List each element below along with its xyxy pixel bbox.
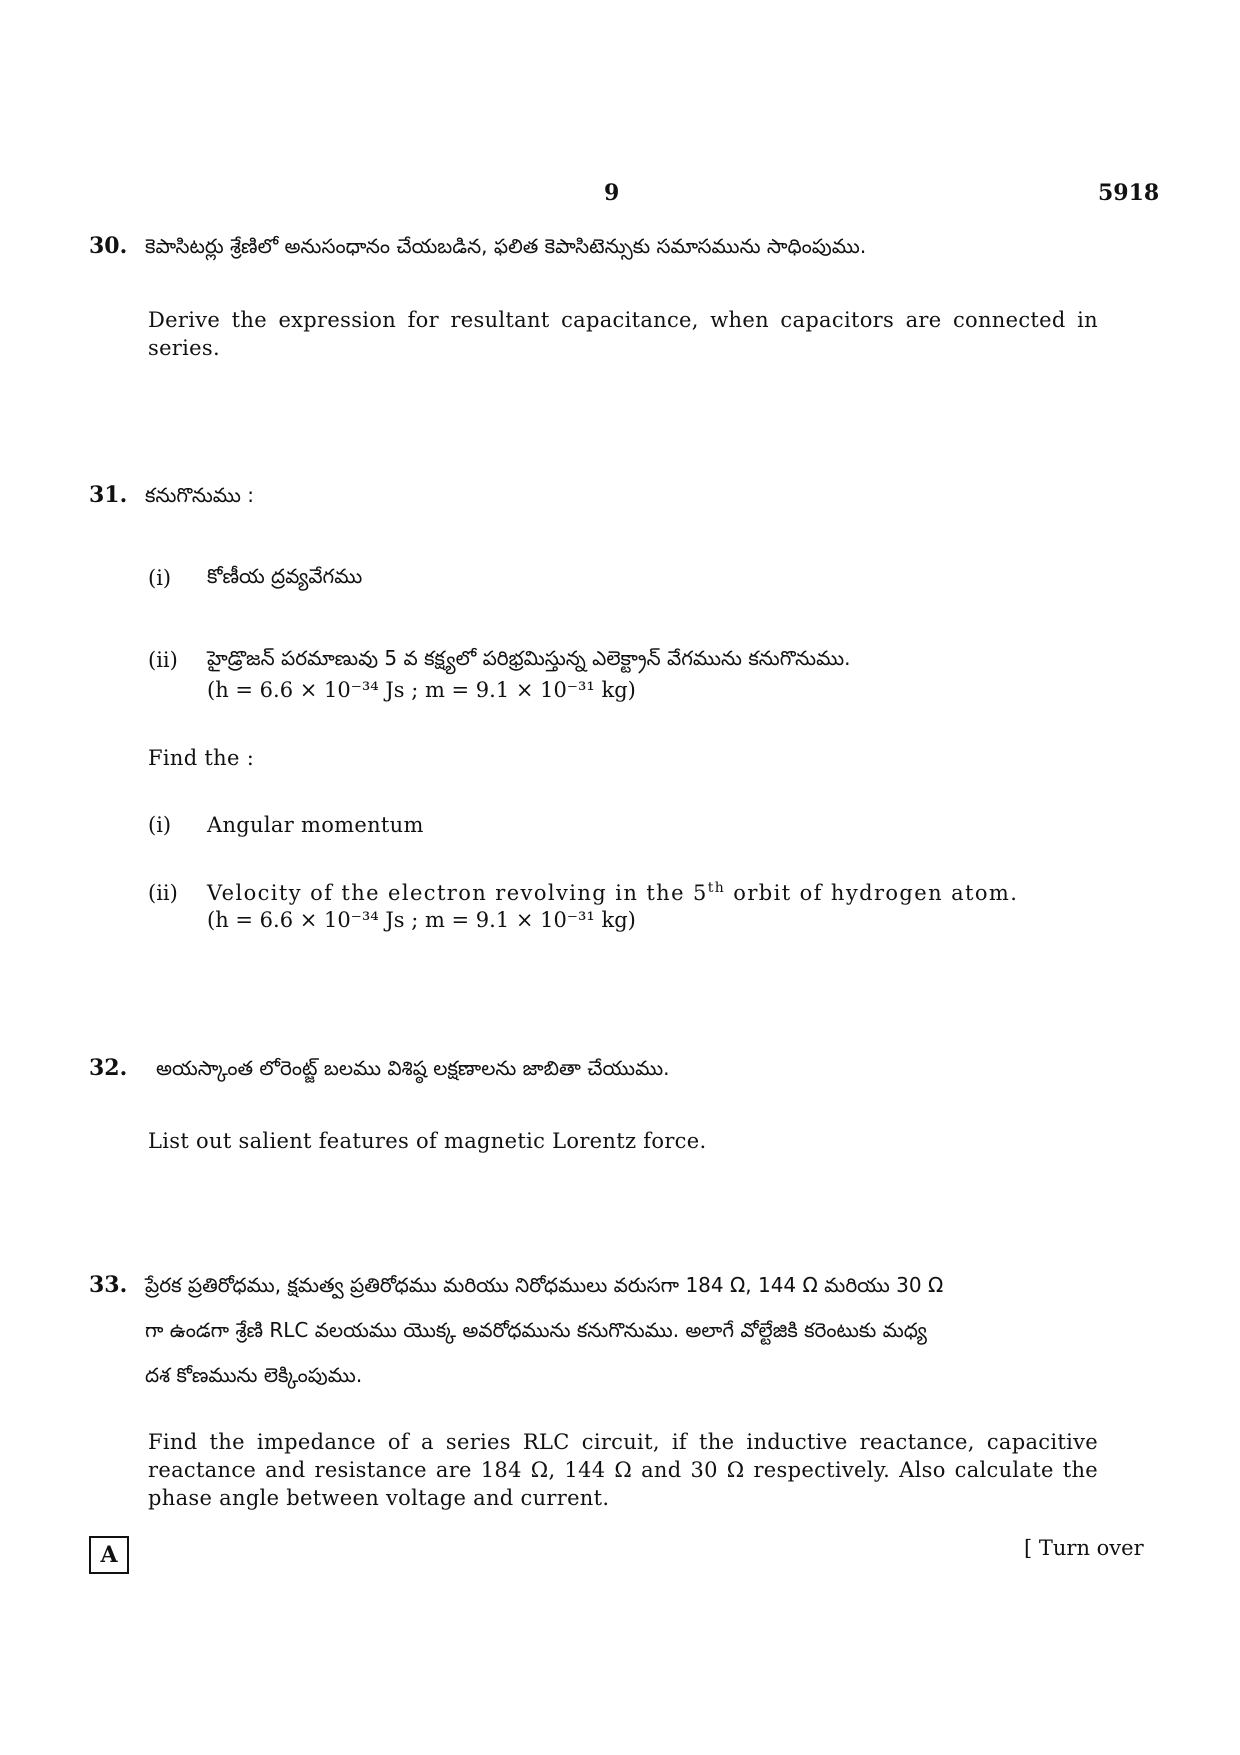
question-31-telugu-item-2-constants: (h = 6.6 × 10⁻³⁴ Js ; m = 9.1 × 10⁻³¹ kg) [207, 678, 636, 702]
question-33-telugu-line-2: గా ఉండగా శ్రేణి RLC వలయము యొక్క అవరోధమును కనుగొనుము. అలాగే వోల్టేజికి కరెంటుకు మధ్య [145, 1318, 927, 1342]
question-31-telugu-item-2-marker: (ii) [148, 648, 178, 672]
question-31-number: 31. [89, 482, 128, 508]
question-30-english: Derive the expression for resultant capacitance, when capacitors are connected in series. [148, 308, 1098, 360]
ordinal-suffix: th [707, 880, 726, 896]
paper-code: 5918 [1098, 180, 1160, 206]
question-33-telugu-line-1: ప్రేరక ప్రతిరోధము, క్షమత్వ ప్రతిరోధము మరియు నిరోధములు వరుసగా 184 Ω, 144 Ω మరియు 30 Ω [145, 1273, 944, 1297]
question-30-telugu: కెపాసిటర్లు శ్రేణిలో అనుసంధానం చేయబడిన, ఫలిత కెపాసిటెన్సుకు సమాసమును సాధింపుము. [145, 234, 867, 258]
page-number: 9 [604, 180, 620, 206]
question-32-number: 32. [89, 1055, 128, 1081]
question-31-telugu-intro: కనుగొనుము : [145, 483, 254, 507]
question-31-telugu-item-1-marker: (i) [148, 566, 172, 590]
question-32-telugu: అయస్కాంత లోరెంట్జ్ బలము విశిష్ఠ లక్షణాలను జాబితా చేయుము. [156, 1056, 670, 1080]
question-31-english-item-2-marker: (ii) [148, 881, 178, 905]
question-31-english-item-2-constants: (h = 6.6 × 10⁻³⁴ Js ; m = 9.1 × 10⁻³¹ kg) [207, 908, 636, 932]
version-badge: A [89, 1536, 129, 1574]
question-31-telugu-item-1: కోణీయ ద్రవ్యవేగము [207, 564, 363, 588]
question-31-english-intro: Find the : [148, 746, 255, 770]
question-30-number: 30. [89, 233, 128, 259]
question-31-english-item-2 [207, 879, 1097, 907]
question-31-telugu-item-2: హైడ్రొజన్ పరమాణువు 5 వ కక్ష్యలో పరిభ్రమిస్తున్న ఎలెక్ట్రాన్ వేగమును కనుగొనుము. [207, 646, 851, 670]
question-33-number: 33. [89, 1272, 128, 1298]
question-31-english-item-1: Angular momentum [207, 813, 424, 837]
question-31-english-item-2-text-end: orbit of hydrogen atom. [725, 881, 1019, 905]
question-32-english: List out salient features of magnetic Lorentz force. [148, 1129, 707, 1153]
question-33-telugu-line-3: దశ కోణమును లెక్కింపుము. [145, 1363, 363, 1387]
question-31-english-item-1-marker: (i) [148, 813, 172, 837]
question-31-english-item-2-text: Velocity of the electron revolving in the 5 [207, 881, 708, 905]
turn-over-note: [ Turn over [1024, 1536, 1144, 1560]
question-33-english: Find the impedance of a series RLC circuit, if the inductive reactance, capacitive reactance and resistance are 184 Ω, 144 Ω and 30 Ω respectively. Also calculate the phase angle between voltage and current. [148, 1430, 1098, 1510]
